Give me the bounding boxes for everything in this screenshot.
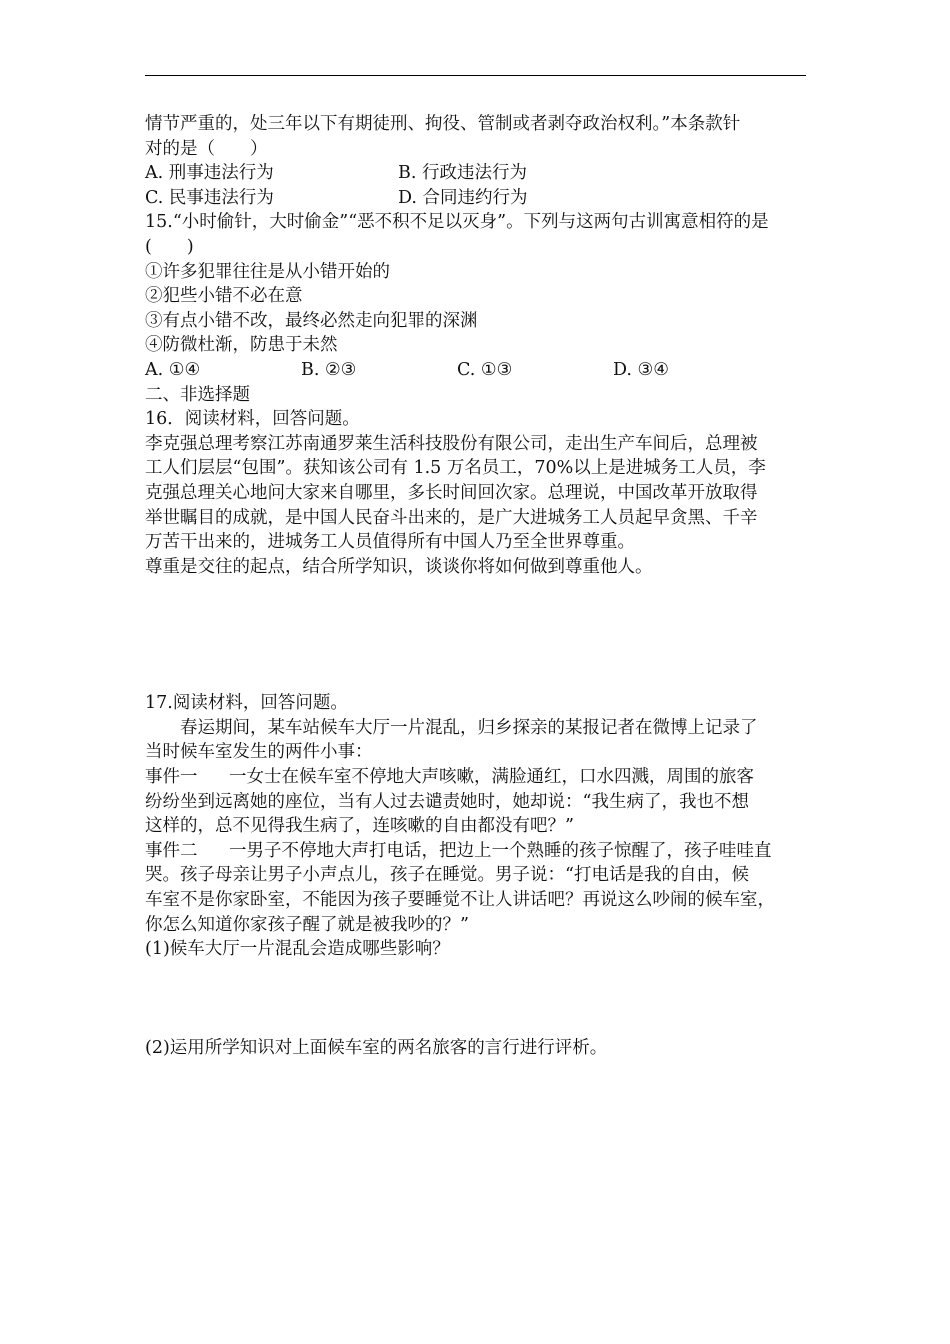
q17-event1-line: 纷纷坐到远离她的座位，当有人过去谴责她时，她却说：“我生病了，我也不想 <box>145 791 749 812</box>
q15-item: ③有点小错不改，最终必然走向犯罪的深渊 <box>145 310 478 331</box>
answer-space <box>145 579 820 691</box>
q14-options-row <box>145 186 820 211</box>
q14-stem-line: 对的是（ ） <box>145 138 268 159</box>
q17-event2-line: 你怎么知道你家孩子醒了就是被我吵的？” <box>145 914 469 935</box>
q16-material-line: 工人们层层“包围”。获知该公司有 1.5 万名员工，70%以上是进城务工人员，李 <box>145 458 766 479</box>
q16-material-line: 举世瞩目的成就，是中国人民奋斗出来的，是广大进城务工人员起早贪黑、千辛 <box>145 507 758 528</box>
q16-question: 尊重是交往的起点，结合所学知识，谈谈你将如何做到尊重他人。 <box>145 556 653 577</box>
q15-option-a: A. ①④ <box>145 359 201 380</box>
q17-event1-text: 一女士在候车室不停地大声咳嗽，满脸通红，口水四溅，周围的旅客 <box>229 767 754 788</box>
q15-item: ②犯些小错不必在意 <box>145 286 303 307</box>
q17-event2-text: 一男子不停地大声打电话，把边上一个熟睡的孩子惊醒了，孩子哇哇直 <box>229 840 772 861</box>
section-heading: 二、非选择题 <box>145 384 250 405</box>
q14-options-row <box>145 161 820 186</box>
q17-title: 17.阅读材料，回答问题。 <box>145 693 348 714</box>
q17-event1-line: 这样的，总不见得我生病了，连咳嗽的自由都没有吧？” <box>145 816 574 837</box>
q15-options-row <box>145 358 820 383</box>
q15-item: ①许多犯罪往往是从小错开始的 <box>145 261 390 282</box>
q14-option-a: A. 刑事违法行为 <box>145 163 274 184</box>
q14-option-c: C. 民事违法行为 <box>145 187 274 208</box>
q17-subquestion-2: (2)运用所学知识对上面候车室的两名旅客的言行进行评析。 <box>145 1037 608 1058</box>
q14-option-b: B. 行政违法行为 <box>398 163 527 184</box>
q17-event2-line: 车室不是你家卧室，不能因为孩子要睡觉不让人讲话吧？再说这么吵闹的候车室， <box>145 890 775 911</box>
answer-space <box>145 962 820 1036</box>
q17-intro-line: 春运期间，某车站候车大厅一片混乱，归乡探亲的某报记者在微博上记录了 <box>180 717 758 738</box>
q15-stem-line: ( ) <box>145 236 194 257</box>
q14-option-d: D. 合同违约行为 <box>398 187 528 208</box>
q17-event2-label: 事件二 <box>145 840 198 861</box>
page-content <box>145 112 820 1060</box>
q15-option-d: D. ③④ <box>613 359 669 380</box>
q16-title: 16．阅读材料，回答问题。 <box>145 409 360 430</box>
q17-intro-line: 当时候车室发生的两件小事： <box>145 742 373 763</box>
q15-stem-line: 15.“小时偷针，大时偷金”“恶不积不足以灭身”。下列与这两句古训寓意相符的是 <box>145 212 769 233</box>
q17-event1-label: 事件一 <box>145 767 198 788</box>
q16-material-line: 克强总理关心地问大家来自哪里，多长时间回次家。总理说，中国改革开放取得 <box>145 482 758 503</box>
q17-event1-line <box>145 765 820 790</box>
q16-material-line: 万苦干出来的，进城务工人员值得所有中国人乃至全世界尊重。 <box>145 532 635 553</box>
q14-stem-line: 情节严重的，处三年以下有期徒刑、拘役、管制或者剥夺政治权利。”本条款针 <box>145 114 741 134</box>
q16-material-line: 李克强总理考察江苏南通罗莱生活科技股份有限公司，走出生产车间后，总理被 <box>145 433 758 454</box>
q15-option-b: B. ②③ <box>301 359 357 380</box>
q17-event2-line: 哭。孩子母亲让男子小声点儿，孩子在睡觉。男子说：“打电话是我的自由，候 <box>145 865 749 886</box>
q15-item: ④防微杜渐，防患于未然 <box>145 335 338 356</box>
header-rule <box>145 75 806 76</box>
q15-option-c: C. ①③ <box>457 359 513 380</box>
q17-subquestion-1: (1)候车大厅一片混乱会造成哪些影响？ <box>145 939 450 960</box>
q17-event2-line <box>145 839 820 864</box>
